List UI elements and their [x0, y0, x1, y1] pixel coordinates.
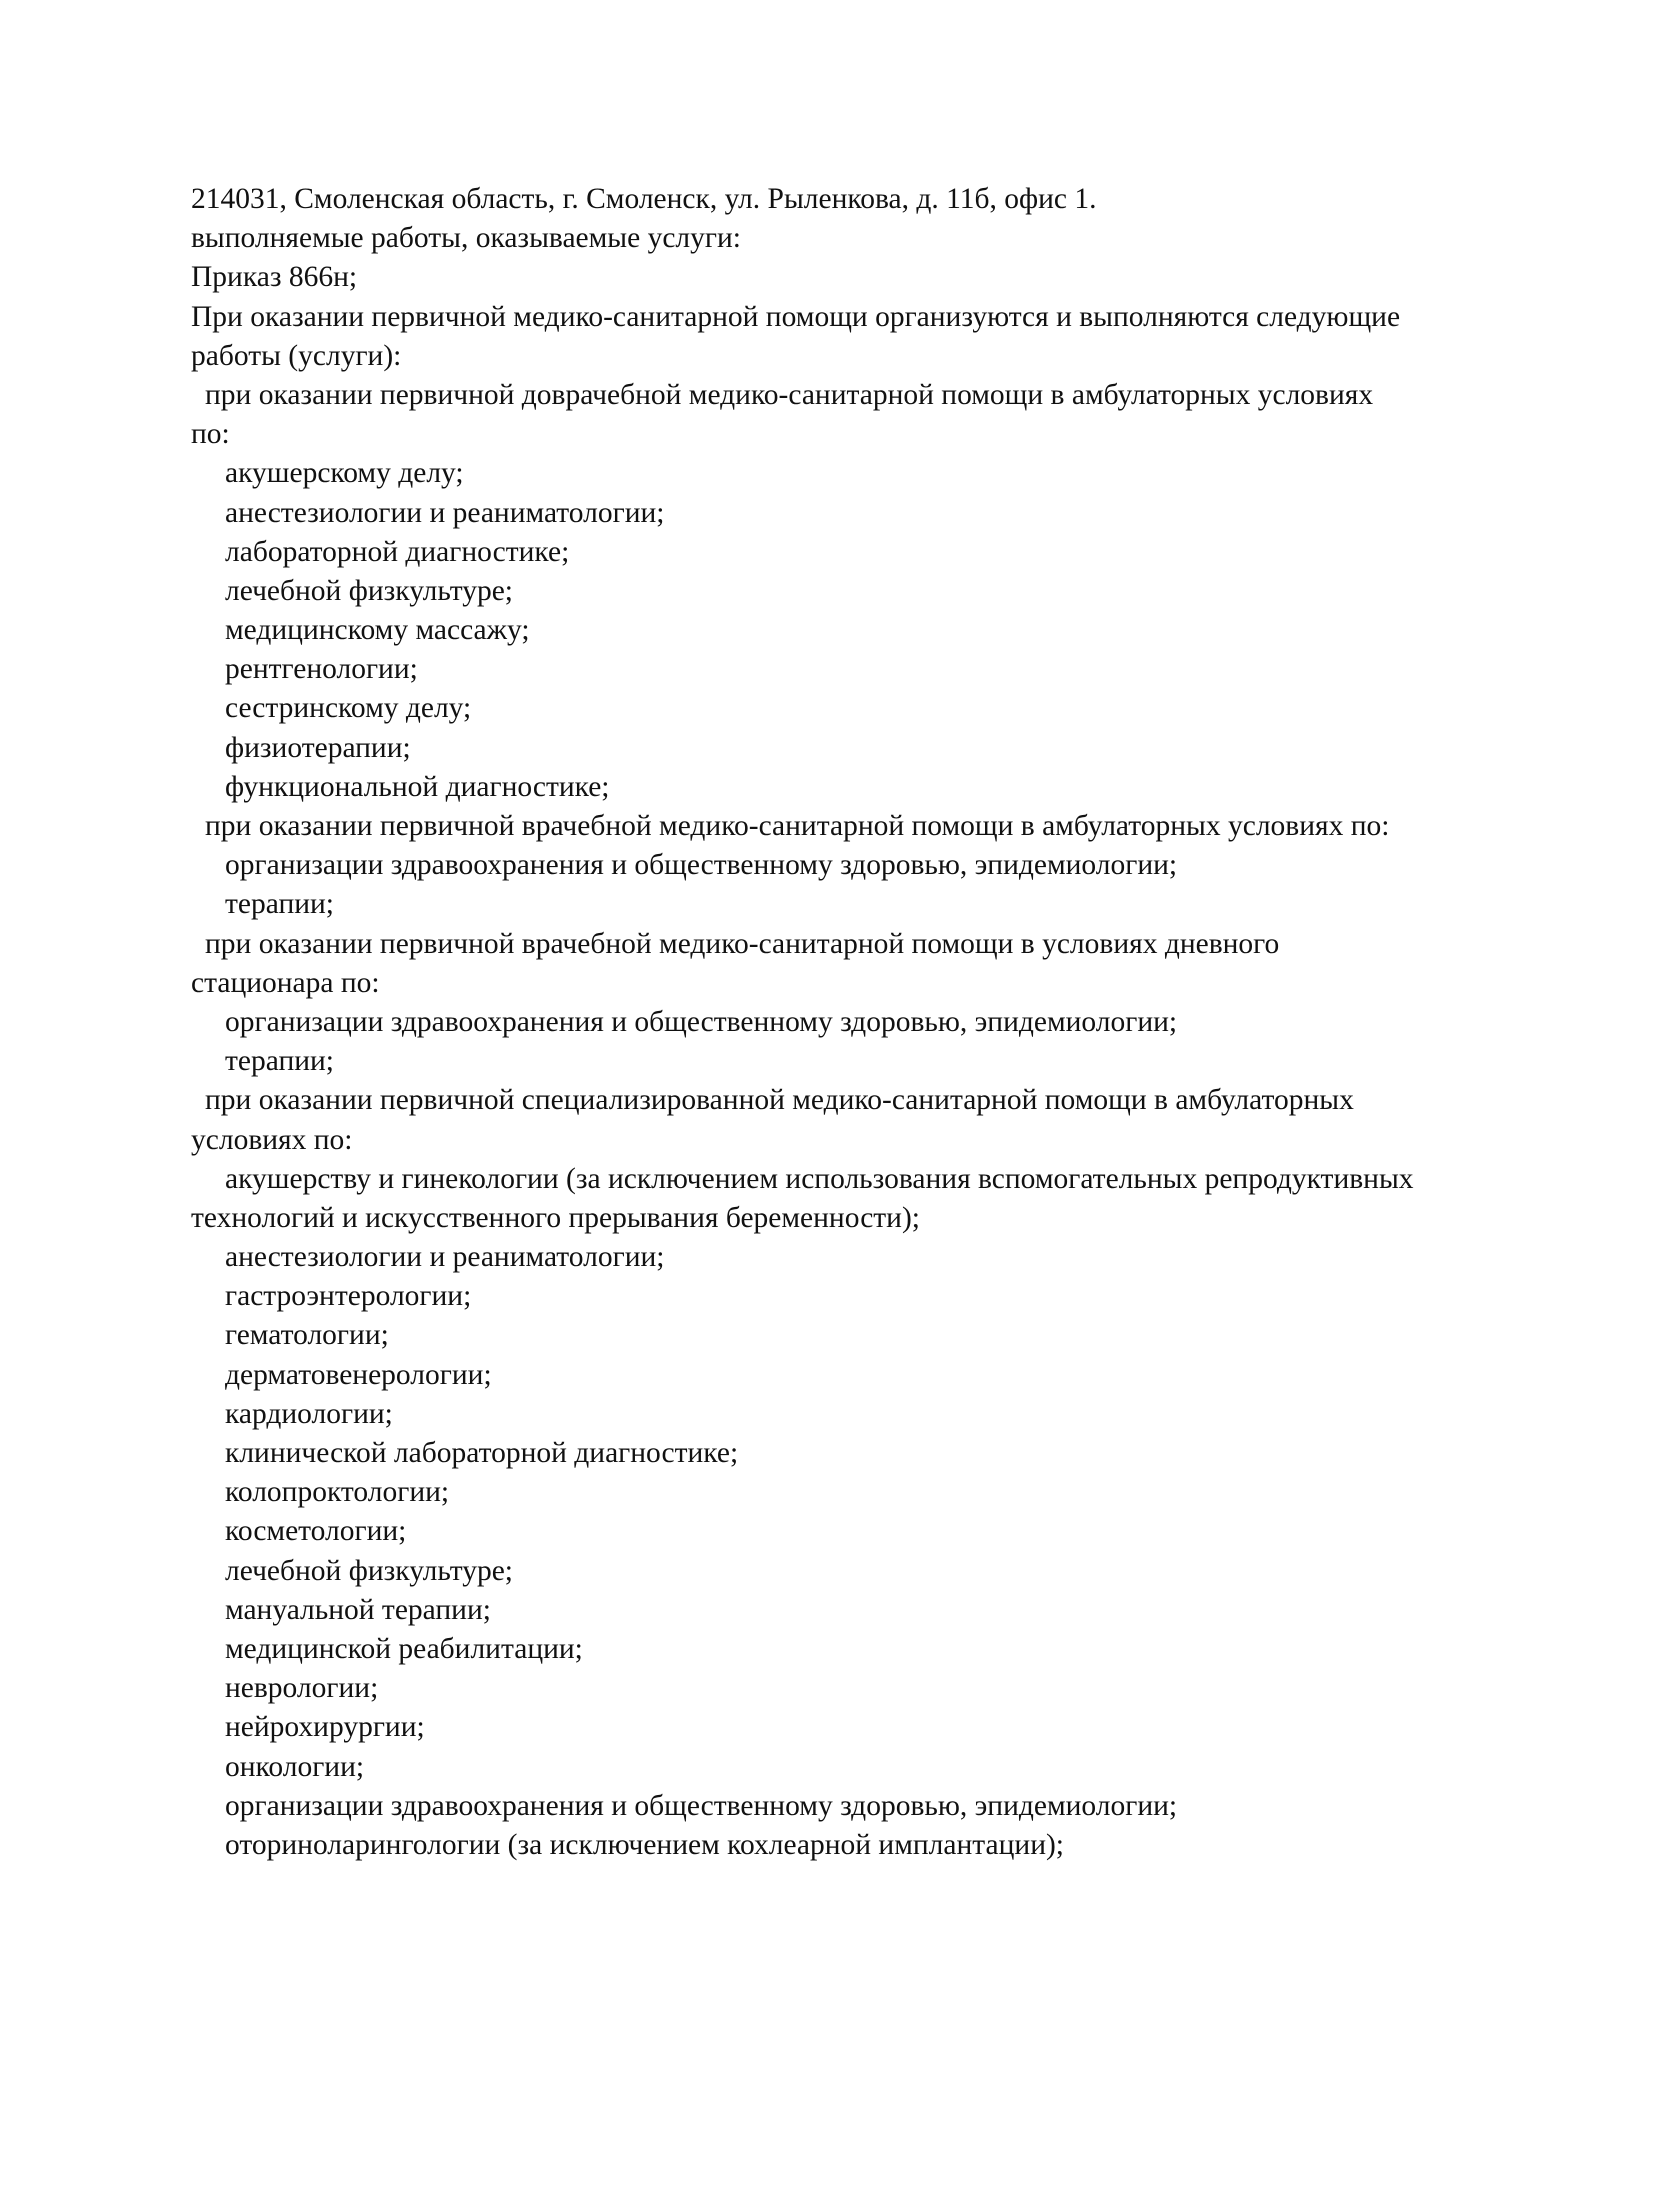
document-line: кардиологии; — [225, 1397, 393, 1430]
document-line: терапии; — [225, 888, 334, 921]
document-line: медицинскому массажу; — [225, 614, 530, 647]
document-line: работы (услуги): — [191, 339, 402, 372]
document-line: 214031, Смоленская область, г. Смоленск, ул. Рыленкова, д. 11б, офис 1. — [191, 183, 1097, 215]
document-line: неврологии; — [225, 1672, 379, 1705]
document-line: колопроктологии; — [225, 1476, 450, 1509]
document-line: при оказании первичной специализированной медико-санитарной помощи в амбулаторных — [205, 1084, 1354, 1117]
document-line: при оказании первичной доврачебной медико-санитарной помощи в амбулаторных условиях — [205, 378, 1374, 411]
document-line: лечебной физкультуре; — [225, 574, 513, 607]
document-line: онкологии; — [225, 1750, 365, 1783]
document-line: оториноларингологии (за исключением кохлеарной имплантации); — [225, 1828, 1065, 1861]
document-line: косметологии; — [225, 1515, 407, 1548]
document-line: мануальной терапии; — [225, 1593, 491, 1626]
document-line: нейрохирургии; — [225, 1711, 425, 1744]
document-line: При оказании первичной медико-санитарной помощи организуются и выполняются следующие — [191, 300, 1401, 333]
document-line: гастроэнтерологии; — [225, 1280, 472, 1313]
document-line: медицинской реабилитации; — [225, 1632, 583, 1665]
document-line: условиях по: — [191, 1123, 353, 1156]
document-line: лабораторной диагностике; — [225, 535, 570, 568]
document-line: рентгенологии; — [225, 653, 418, 686]
document-line: организации здравоохранения и общественному здоровью, эпидемиологии; — [225, 1789, 1178, 1822]
document-line: анестезиологии и реаниматологии; — [225, 496, 665, 529]
document-line: сестринскому делу; — [225, 692, 472, 725]
document-line: при оказании первичной врачебной медико-санитарной помощи в условиях дневного — [205, 927, 1280, 960]
document-line: акушерству и гинекологии (за исключением использования вспомогательных репродуктивных — [225, 1162, 1414, 1195]
document-page — [191, 180, 1571, 1865]
document-line: организации здравоохранения и общественному здоровью, эпидемиологии; — [225, 849, 1178, 882]
document-line: физиотерапии; — [225, 731, 411, 764]
document-line: лечебной физкультуре; — [225, 1554, 513, 1587]
document-line: функциональной диагностике; — [225, 770, 610, 803]
document-line: акушерскому делу; — [225, 457, 464, 490]
document-line: анестезиологии и реаниматологии; — [225, 1241, 665, 1274]
document-line: при оказании первичной врачебной медико-санитарной помощи в амбулаторных условиях по: — [205, 810, 1390, 842]
document-line: стационара по: — [191, 966, 380, 999]
document-line: организации здравоохранения и общественному здоровью, эпидемиологии; — [225, 1005, 1178, 1038]
document-line: дерматовенерологии; — [225, 1358, 492, 1391]
document-line: клинической лабораторной диагностике; — [225, 1437, 739, 1469]
document-line: по: — [191, 418, 230, 451]
document-line: выполняемые работы, оказываемые услуги: — [191, 222, 741, 255]
document-line: терапии; — [225, 1045, 334, 1078]
document-line: технологий и искусственного прерывания беременности); — [191, 1201, 920, 1234]
document-line: гематологии; — [225, 1319, 389, 1352]
document-line: Приказ 866н; — [191, 261, 358, 294]
